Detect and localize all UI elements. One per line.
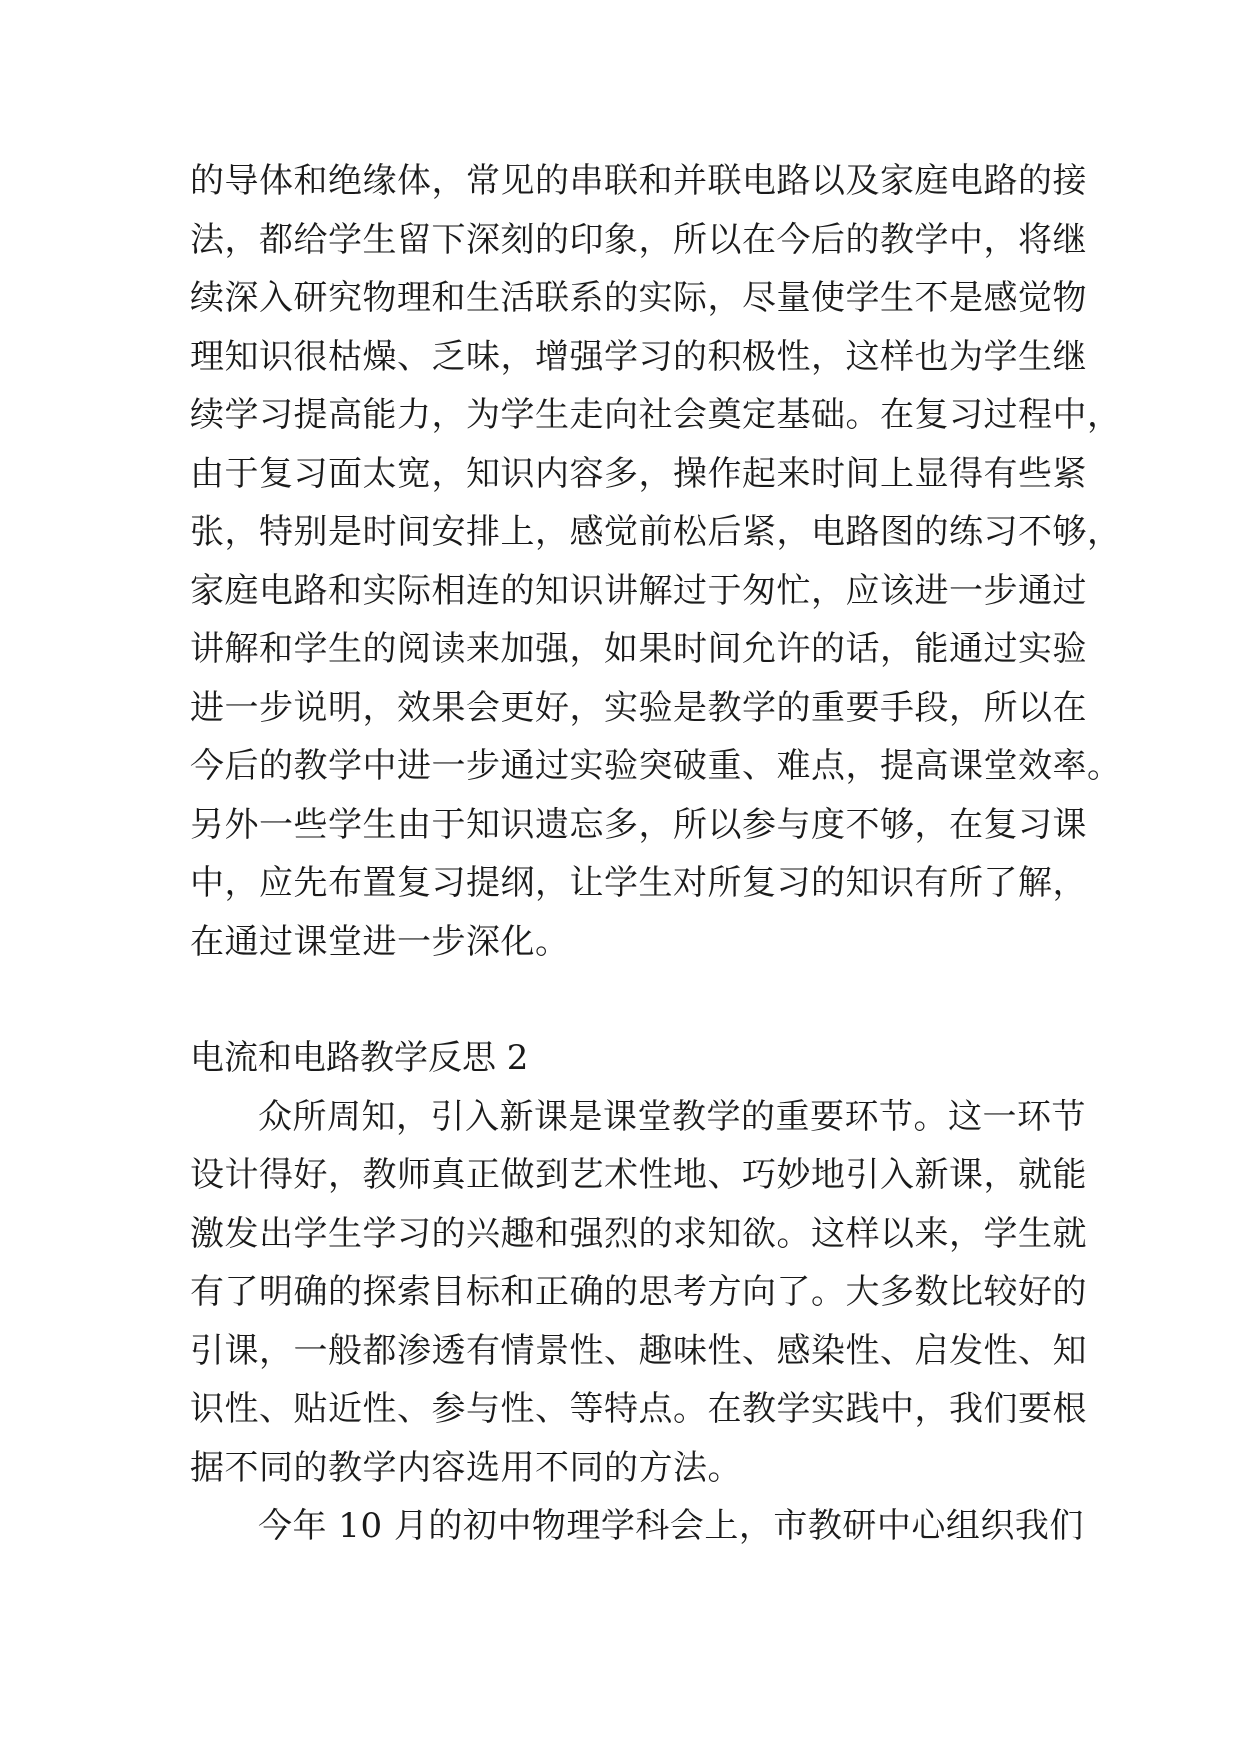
section-title: 电流和电路教学反思 2 [190,1038,529,1078]
text-line: 在通过课堂进一步深化。 [190,921,570,962]
text-line: 张，特别是时间安排上，感觉前松后紧，电路图的练习不够， [190,512,1122,552]
text-line: 由于复习面太宽，知识内容多，操作起来时间上显得有些紧 [190,453,1087,494]
text-line: 家庭电路和实际相连的知识讲解过于匆忙，应该进一步通过 [190,570,1087,611]
text-line: 讲解和学生的阅读来加强，如果时间允许的话，能通过实验 [190,629,1087,669]
text-line: 识性、贴近性、参与性、等特点。在教学实践中，我们要根 [190,1389,1087,1429]
text-line: 进一步说明，效果会更好，实验是教学的重要手段，所以在 [190,687,1087,728]
paragraph-spacer [190,971,1060,1029]
document-body [190,152,1122,1556]
text-line: 引课，一般都渗透有情景性、趣味性、感染性、启发性、知 [190,1330,1087,1371]
text-line: 今年 10 月的初中物理学科会上，市教研中心组织我们 [258,1506,1084,1546]
text-line: 续学习提高能力，为学生走向社会奠定基础。在复习过程中， [190,395,1122,435]
text-line: 法，都给学生留下深刻的印象，所以在今后的教学中，将继 [190,219,1087,260]
text-line: 有了明确的探索目标和正确的思考方向了。大多数比较好的 [190,1272,1087,1312]
text-line: 激发出学生学习的兴趣和强烈的求知欲。这样以来，学生就 [190,1213,1087,1254]
text-line: 据不同的教学内容选用不同的方法。 [190,1447,742,1488]
text-line: 理知识很枯燥、乏味，增强学习的积极性，这样也为学生继 [190,336,1087,377]
text-line: 众所周知，引入新课是课堂教学的重要环节。这一环节 [258,1096,1086,1137]
paragraph-2 [190,1088,1087,1498]
paragraph-3 [190,1497,1084,1556]
text-line: 另外一些学生由于知识遗忘多，所以参与度不够，在复习课 [190,804,1087,845]
paragraph-1 [190,152,1122,971]
text-line: 续深入研究物理和生活联系的实际，尽量使学生不是感觉物 [190,278,1087,318]
text-line: 设计得好，教师真正做到艺术性地、巧妙地引入新课，就能 [190,1155,1087,1195]
text-line: 今后的教学中进一步通过实验突破重、难点，提高课堂效率。 [190,746,1122,786]
text-line: 中，应先布置复习提纲，让学生对所复习的知识有所了解， [190,863,1087,903]
text-line: 的导体和绝缘体，常见的串联和并联电路以及家庭电路的接 [190,161,1087,201]
